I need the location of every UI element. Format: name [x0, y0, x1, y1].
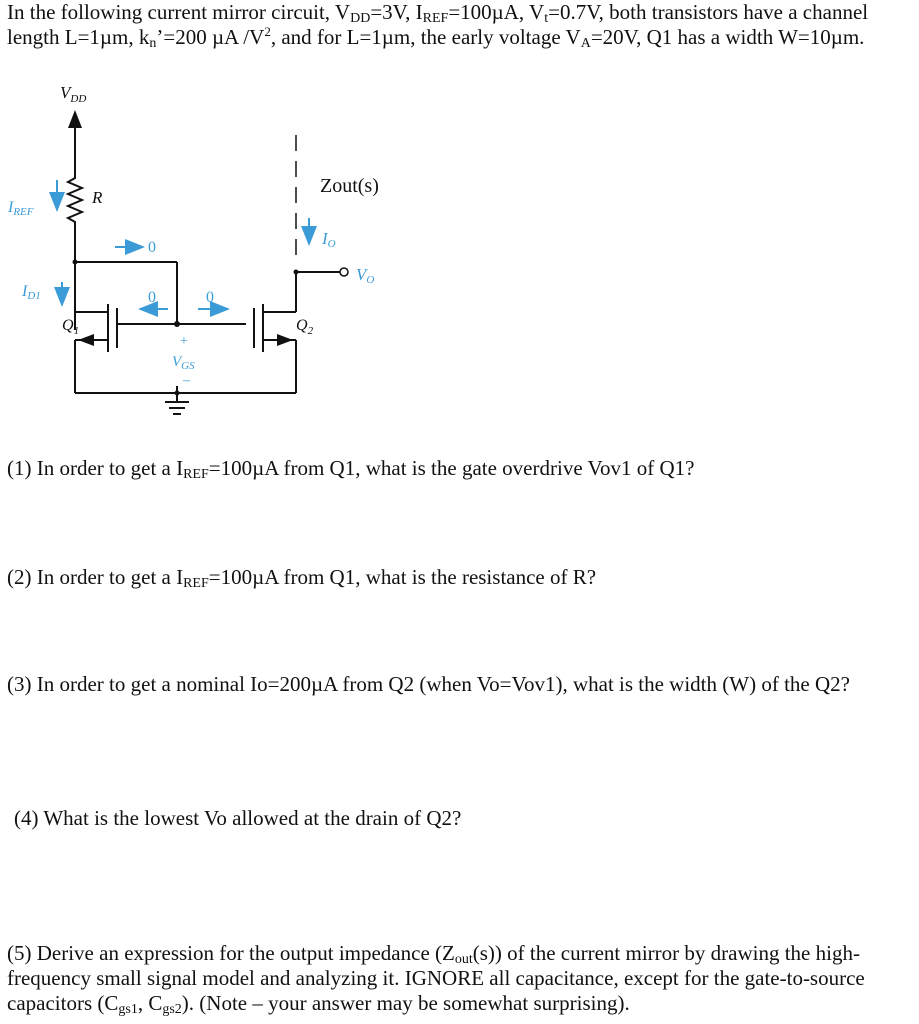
q1-drain-gate-wiring [75, 262, 177, 330]
question-3: (3) In order to get a nominal Io=200µA from Q2 (when Vo=Vov1), what is the width (W) of the Q2? [7, 672, 850, 696]
ground-node [175, 391, 180, 396]
vdd-label: $V_{DD}$ [60, 83, 87, 105]
q1-label: $Q_1$ [62, 317, 80, 337]
gate-node [174, 321, 180, 327]
question-5: (5) Derive an expression for the output impedance $(Z_{out}(s))$ of the current mirror by drawing the high-frequency small signal model and analyzing it. IGNORE all capacitance, except for the gate-to-source capacitors ($C_{gs1}$, $C_{gs2}$). (Note – your answer may be somewhat surprising). [7, 941, 865, 1017]
io-label: IO [322, 229, 336, 250]
vgs-label: $V_{GS}$ [172, 354, 195, 372]
iref-label: IREF [8, 199, 34, 218]
vo-label: VO [356, 265, 375, 286]
drain-node [73, 260, 78, 265]
vdd-supply-arrow [68, 110, 82, 170]
question-4: (4) What is the lowest Vo allowed at the drain of Q2? [14, 806, 462, 830]
vgs-minus: – [183, 373, 190, 388]
gate-current-q1-label: 0 [148, 289, 156, 306]
q2-label: $Q_2$ [296, 317, 314, 337]
question-1: (1) In order to get a $I_{REF}=100\mu A$ from Q1, what is the gate overdrive Vov1 of Q1? [7, 456, 695, 482]
resistor-r [68, 170, 82, 262]
gate-current-q2-label: 0 [206, 289, 214, 306]
q1-source-arrow [78, 334, 94, 346]
current-mirror-circuit [0, 0, 919, 440]
q2-source-arrow [277, 334, 293, 346]
zout-label: Zout(s) [320, 175, 379, 197]
transistor-q1 [75, 304, 246, 393]
vo-terminal [340, 268, 348, 276]
ground-rail [75, 386, 296, 414]
output-node [294, 270, 299, 275]
question-2: (2) In order to get a $I_{REF}=100\mu A$ from Q1, what is the resistance of R? [7, 565, 597, 591]
resistor-label: R [92, 188, 103, 207]
problem-statement: In the following current mirror circuit, $V_{DD}=3V$, $I_{REF}=100\mu A$, $V_t=0.7V$, both transistors have a channel length L=1µm, $k_n’=200$ µA $/V^2$, and for L=1µm, the early voltage $V_A=20V$, Q1 has a width W=10µm. [7, 0, 869, 51]
vgs-plus: + [180, 334, 188, 349]
gate-current-top-label: 0 [148, 239, 156, 256]
id1-label: ID1 [22, 283, 41, 302]
